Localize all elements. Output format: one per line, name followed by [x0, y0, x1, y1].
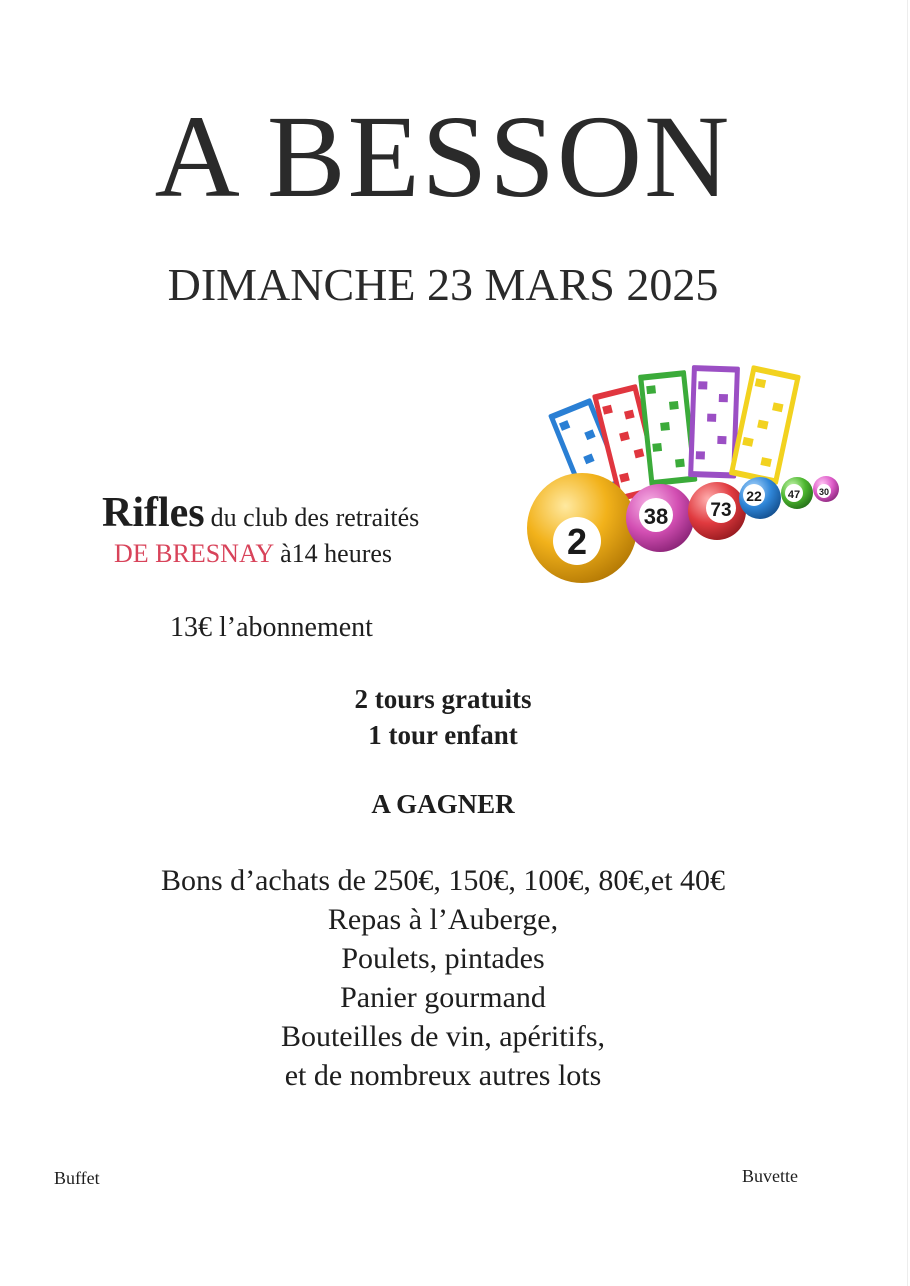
bingo-ball — [688, 482, 746, 540]
ball-number: 47 — [787, 489, 801, 501]
bingo-ball — [626, 484, 694, 552]
bingo-ball — [781, 477, 813, 509]
bingo-ball — [813, 476, 839, 502]
bingo-ball — [739, 477, 781, 519]
event-date: DIMANCHE 23 MARS 2025 — [167, 259, 719, 310]
location-time-line — [114, 536, 392, 572]
prize-item: Bouteilles de vin, apéritifs, — [280, 1020, 606, 1053]
prize-item: Repas à l’Auberge, — [327, 903, 559, 936]
bingo-ball — [527, 473, 637, 583]
ball-number: 30 — [818, 487, 830, 497]
tours-child: 1 tour enfant — [368, 720, 518, 750]
location-text: DE BRESNAY — [114, 539, 275, 568]
time-text: à14 heures — [280, 539, 393, 568]
club-text: du club des retraités — [210, 503, 420, 532]
prize-list — [0, 861, 886, 1095]
prize-item: Poulets, pintades — [341, 942, 545, 975]
bingo-card — [729, 365, 801, 485]
prizes-heading: A GAGNER — [371, 789, 515, 819]
ball-number: 22 — [746, 488, 762, 504]
ball-number: 73 — [710, 500, 732, 521]
tours-free: 2 tours gratuits — [354, 684, 532, 714]
buffet-label: Buffet — [54, 1168, 100, 1188]
bingo-cards-and-balls-icon — [520, 355, 850, 590]
buvette-label: Buvette — [742, 1166, 798, 1186]
prize-item: Bons d’achats de 250€, 150€, 100€, 80€,et 40€ — [160, 864, 726, 897]
ball-number: 2 — [566, 521, 588, 562]
prize-item: Panier gourmand — [340, 981, 546, 1014]
page-edge — [907, 0, 908, 1286]
rifles-word: Rifles — [102, 490, 205, 536]
rifles-line — [102, 488, 419, 543]
ball-number: 38 — [643, 504, 669, 529]
price-text: 13€ l’abonnement — [170, 612, 373, 643]
poster-title: A BESSON — [154, 91, 732, 222]
prize-item: et de nombreux autres lots — [284, 1059, 602, 1092]
